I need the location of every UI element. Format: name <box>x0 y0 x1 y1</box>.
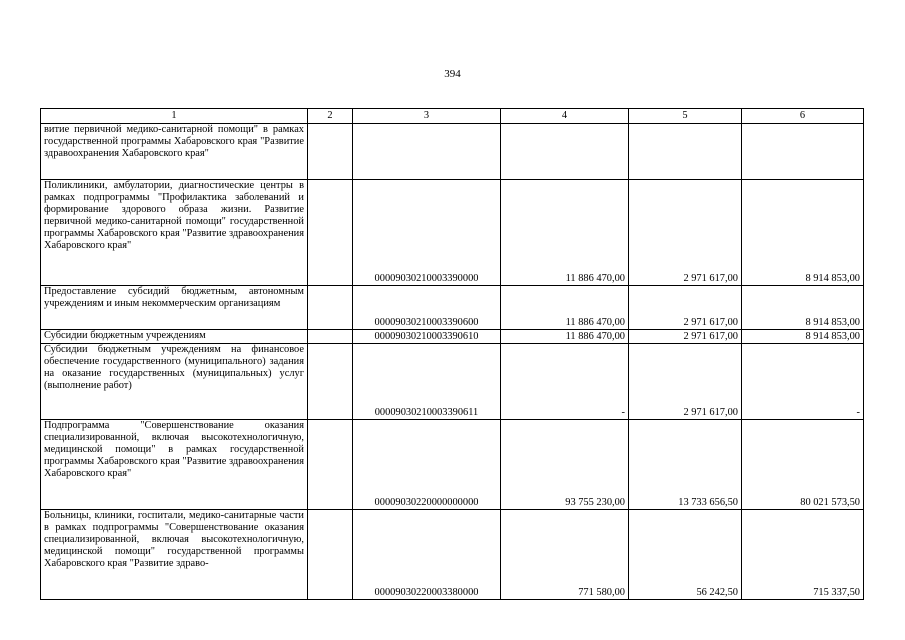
row-value-6: 8 914 853,00 <box>742 286 864 330</box>
row-code: 00009030210003390610 <box>353 330 501 344</box>
table-row <box>41 510 864 600</box>
row-value-5: 2 971 617,00 <box>629 344 742 420</box>
row-value-5: 2 971 617,00 <box>629 330 742 344</box>
row-value-5: 13 733 656,50 <box>629 420 742 510</box>
row-value-6 <box>742 124 864 180</box>
row-value-5: 2 971 617,00 <box>629 286 742 330</box>
row-value-4: 11 886 470,00 <box>501 180 629 286</box>
header-col-4: 4 <box>501 109 629 124</box>
row-col2 <box>308 180 353 286</box>
row-code: 00009030210003390600 <box>353 286 501 330</box>
row-description: Предоставление субсидий бюджетным, автономным учреждениям и иным некоммерческим организациям <box>41 286 308 330</box>
row-value-5: 2 971 617,00 <box>629 180 742 286</box>
table-row <box>41 344 864 420</box>
row-description: Субсидии бюджетным учреждениям <box>41 330 308 344</box>
row-value-6: 8 914 853,00 <box>742 180 864 286</box>
header-col-5: 5 <box>629 109 742 124</box>
row-value-4: 93 755 230,00 <box>501 420 629 510</box>
page-number: 394 <box>444 68 461 80</box>
row-description: Субсидии бюджетным учреждениям на финансовое обеспечение государственного (муниципального) задания на оказание государственных (муниципальных) услуг (выполнение работ) <box>41 344 308 420</box>
row-value-5 <box>629 124 742 180</box>
row-code: 00009030210003390611 <box>353 344 501 420</box>
row-col2 <box>308 330 353 344</box>
row-value-6: - <box>742 344 864 420</box>
row-value-4: 11 886 470,00 <box>501 286 629 330</box>
table-row <box>41 180 864 286</box>
row-description: Подпрограмма "Совершенствование оказания специализированной, включая высокотехнологичную, медицинской помощи" в рамках государственной программы Хабаровского края "Развитие здравоохранения Хабаровского края" <box>41 420 308 510</box>
row-col2 <box>308 124 353 180</box>
row-value-6: 8 914 853,00 <box>742 330 864 344</box>
row-description: витие первичной медико-санитарной помощи" в рамках государственной программы Хабаровского края "Развитие здравоохранения Хабаровского края" <box>41 124 308 180</box>
row-value-4 <box>501 124 629 180</box>
header-col-2: 2 <box>308 109 353 124</box>
row-code: 00009030220000000000 <box>353 420 501 510</box>
row-value-5: 56 242,50 <box>629 510 742 600</box>
table-header-row <box>41 109 864 124</box>
row-value-4: 771 580,00 <box>501 510 629 600</box>
table-row <box>41 286 864 330</box>
table-row <box>41 420 864 510</box>
table-row <box>41 124 864 180</box>
row-code <box>353 124 501 180</box>
row-col2 <box>308 286 353 330</box>
row-value-4: - <box>501 344 629 420</box>
header-col-3: 3 <box>353 109 501 124</box>
row-code: 00009030210003390000 <box>353 180 501 286</box>
row-description: Больницы, клиники, госпитали, медико-санитарные части в рамках подпрограммы "Совершенствование оказания специализированной, включая высокотехнологичную, медицинской помощи" государственной программы Хабаровского края "Развитие здраво- <box>41 510 308 600</box>
row-description: Поликлиники, амбулатории, диагностические центры в рамках подпрограммы "Профилактика заболеваний и формирование здорового образа жизни. Развитие первичной медико-санитарной помощи" государственной программы Хабаровского края "Развитие здравоохранения Хабаровского края" <box>41 180 308 286</box>
row-code: 00009030220003380000 <box>353 510 501 600</box>
row-col2 <box>308 420 353 510</box>
budget-table <box>40 108 864 600</box>
header-col-6: 6 <box>742 109 864 124</box>
header-col-1: 1 <box>41 109 308 124</box>
row-value-6: 80 021 573,50 <box>742 420 864 510</box>
table-row <box>41 330 864 344</box>
row-col2 <box>308 510 353 600</box>
row-value-6: 715 337,50 <box>742 510 864 600</box>
row-value-4: 11 886 470,00 <box>501 330 629 344</box>
row-col2 <box>308 344 353 420</box>
